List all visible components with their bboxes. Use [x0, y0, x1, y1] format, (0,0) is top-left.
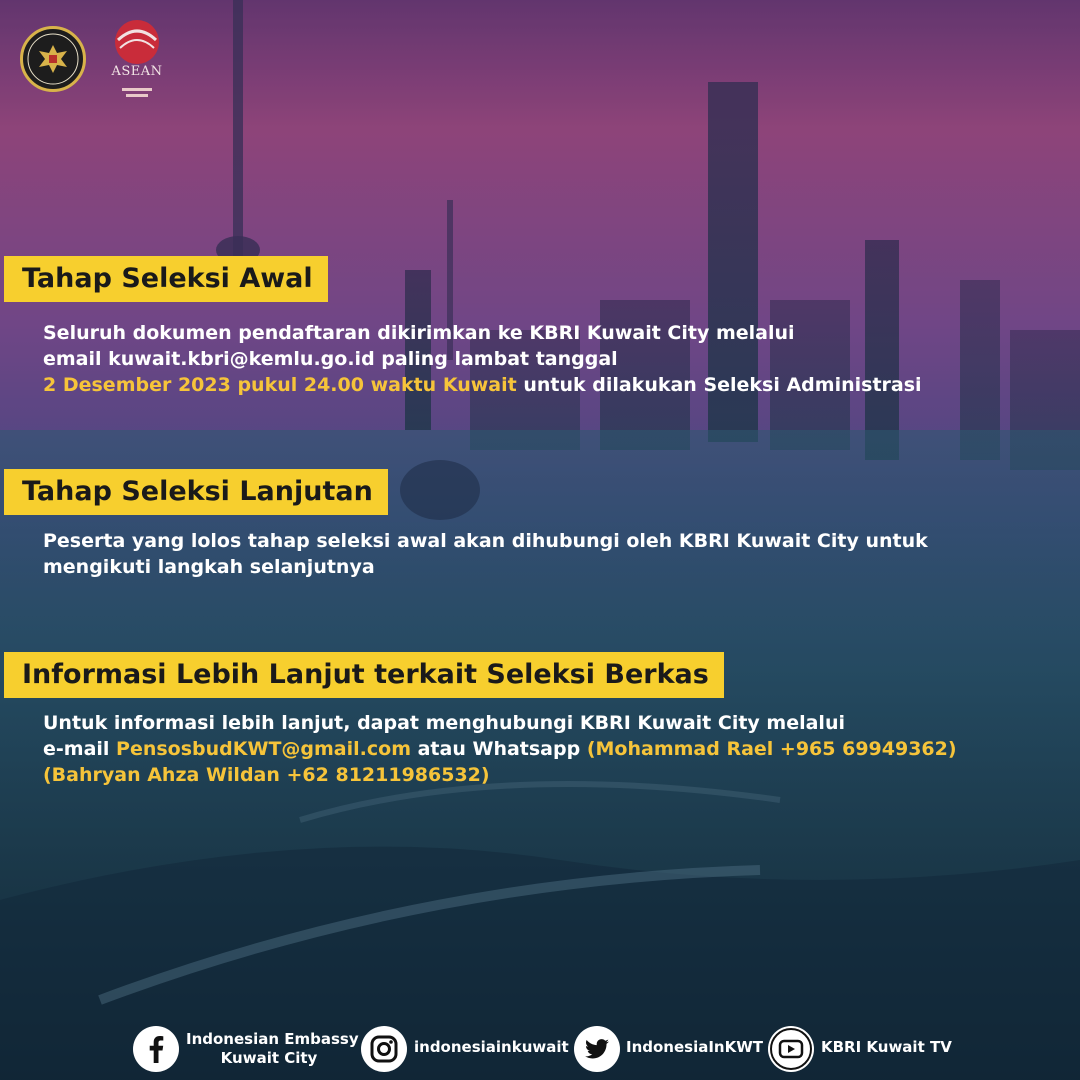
facebook-account[interactable] [186, 1030, 359, 1068]
text-line [43, 762, 1053, 788]
text-line [43, 554, 1053, 580]
instagram-icon[interactable] [361, 1026, 407, 1072]
text-segment: Peserta yang lolos tahap seleksi awal akan dihubungi oleh KBRI Kuwait City untuk [43, 530, 928, 552]
text-line [43, 372, 1053, 398]
facebook-label-line2: Kuwait City [220, 1049, 318, 1067]
text-segment: untuk dilakukan Seleksi Administrasi [516, 374, 922, 396]
text-line [43, 736, 1053, 762]
whatsapp-contact-1[interactable]: (Mohammad Rael +965 69949362) [586, 738, 957, 760]
email-link[interactable]: PensosbudKWT@gmail.com [116, 738, 411, 760]
asean-indonesia-2023-logo-icon [104, 10, 170, 106]
twitter-icon[interactable] [574, 1026, 620, 1072]
heading-tahap-seleksi-lanjutan: Tahap Seleksi Lanjutan [4, 469, 388, 515]
text-line [43, 346, 1053, 372]
twitter-handle[interactable]: IndonesiaInKWT [626, 1038, 764, 1056]
social-footer [0, 1022, 1080, 1076]
whatsapp-contact-2[interactable]: (Bahryan Ahza Wildan +62 81211986532) [43, 764, 490, 786]
text-segment: Untuk informasi lebih lanjut, dapat menghubungi KBRI Kuwait City melalui [43, 712, 845, 734]
heading-informasi-lebih-lanjut: Informasi Lebih Lanjut terkait Seleksi Berkas [4, 652, 724, 698]
garuda-emblem-icon [20, 26, 86, 92]
text-segment: mengikuti langkah selanjutnya [43, 556, 375, 578]
facebook-label-line1: Indonesian Embassy [186, 1030, 359, 1048]
text-segment: e-mail [43, 738, 117, 760]
deadline-highlight: 2 Desember 2023 pukul 24.00 waktu Kuwait [43, 374, 517, 396]
youtube-channel[interactable]: KBRI Kuwait TV [821, 1038, 952, 1056]
asean-logo-text: ASEAN [111, 64, 163, 79]
text-line [43, 528, 1053, 554]
text-segment: atau Whatsapp [411, 738, 587, 760]
text-line [43, 710, 1053, 736]
heading-tahap-seleksi-awal: Tahap Seleksi Awal [4, 256, 328, 302]
paragraph-seleksi-lanjutan [43, 528, 1053, 580]
paragraph-informasi [43, 710, 1053, 788]
paragraph-seleksi-awal [43, 320, 1053, 398]
instagram-handle[interactable]: indonesiainkuwait [414, 1038, 569, 1056]
text-segment: email kuwait.kbri@kemlu.go.id paling lambat tanggal [43, 348, 618, 370]
youtube-icon[interactable] [768, 1026, 814, 1072]
text-segment: Seluruh dokumen pendaftaran dikirimkan ke KBRI Kuwait City melalui [43, 322, 795, 344]
text-line [43, 320, 1053, 346]
facebook-icon[interactable] [133, 1026, 179, 1072]
